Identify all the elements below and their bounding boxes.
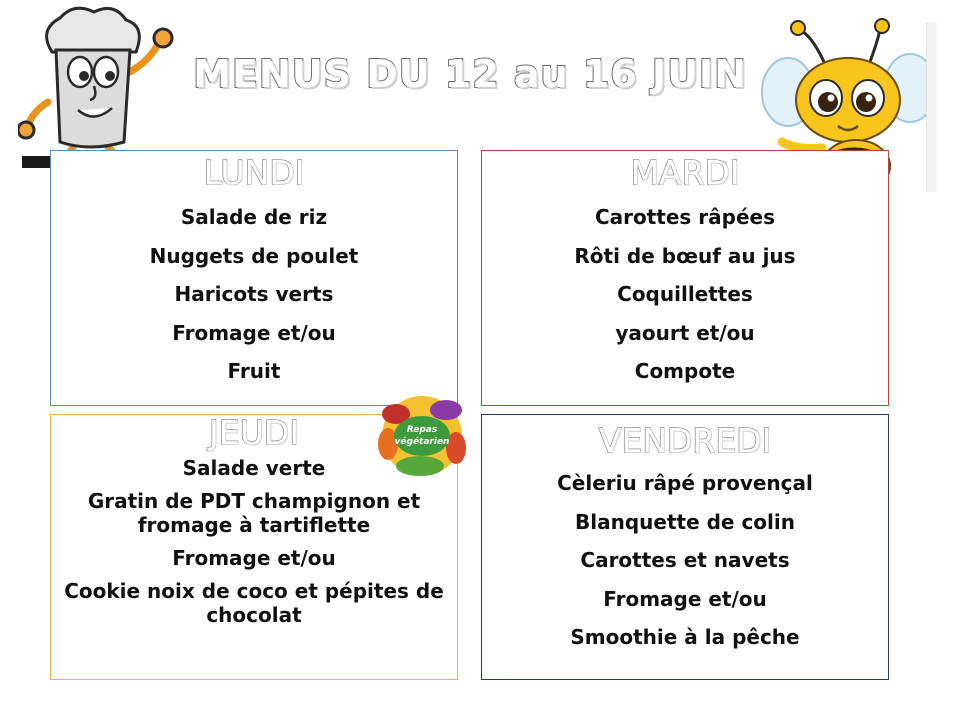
menu-item: Compote <box>634 359 736 384</box>
menu-list-jeudi <box>51 456 457 627</box>
menu-item: Haricots verts <box>174 282 334 307</box>
menu-item: Carottes et navets <box>580 548 790 572</box>
day-title-vendredi: VENDREDI <box>598 421 772 460</box>
day-title-mardi: MARDI <box>630 153 740 192</box>
chef-hat-mascot-icon <box>18 2 178 170</box>
menu-item: Cookie noix de coco et pépites de chocolat <box>64 579 444 627</box>
menu-list-vendredi <box>482 471 888 649</box>
menu-item: Fruit <box>227 359 281 384</box>
menu-item: Blanquette de colin <box>575 509 795 534</box>
day-title-jeudi: JEUDI <box>209 413 299 452</box>
menu-item: Coquillettes <box>617 282 753 307</box>
page-title: MENUS DU 12 au 16 JUIN <box>193 52 747 96</box>
day-card-mardi <box>481 150 889 406</box>
menu-item: Fromage et/ou <box>172 320 336 345</box>
veg-badge-line1: Repas <box>406 425 438 435</box>
stock-side-strip <box>926 22 937 192</box>
menu-item: Fromage et/ou <box>603 586 767 611</box>
menu-item: Fromage et/ou <box>172 546 336 570</box>
menu-list-mardi <box>482 205 888 383</box>
menu-item: yaourt et/ou <box>615 320 755 345</box>
menu-item: Carottes râpées <box>594 205 776 229</box>
day-title-lundi: LUNDI <box>203 153 305 192</box>
menu-item: Cèleriu râpé provençal <box>557 471 813 495</box>
veg-badge-line2: végétarien <box>394 437 450 447</box>
menu-item: Smoothie à la pêche <box>570 625 800 649</box>
menu-list-lundi <box>51 205 457 383</box>
menu-item: Rôti de bœuf au jus <box>574 243 796 268</box>
menu-item: Nuggets de poulet <box>149 243 359 268</box>
menu-item: Salade de riz <box>180 205 328 229</box>
menu-item: Salade verte <box>182 456 326 480</box>
menu-item: Gratin de PDT champignon et fromage à tartiflette <box>87 489 421 537</box>
vegetarian-meal-badge-icon <box>376 392 468 478</box>
day-card-lundi <box>50 150 458 406</box>
day-card-vendredi <box>481 414 889 680</box>
